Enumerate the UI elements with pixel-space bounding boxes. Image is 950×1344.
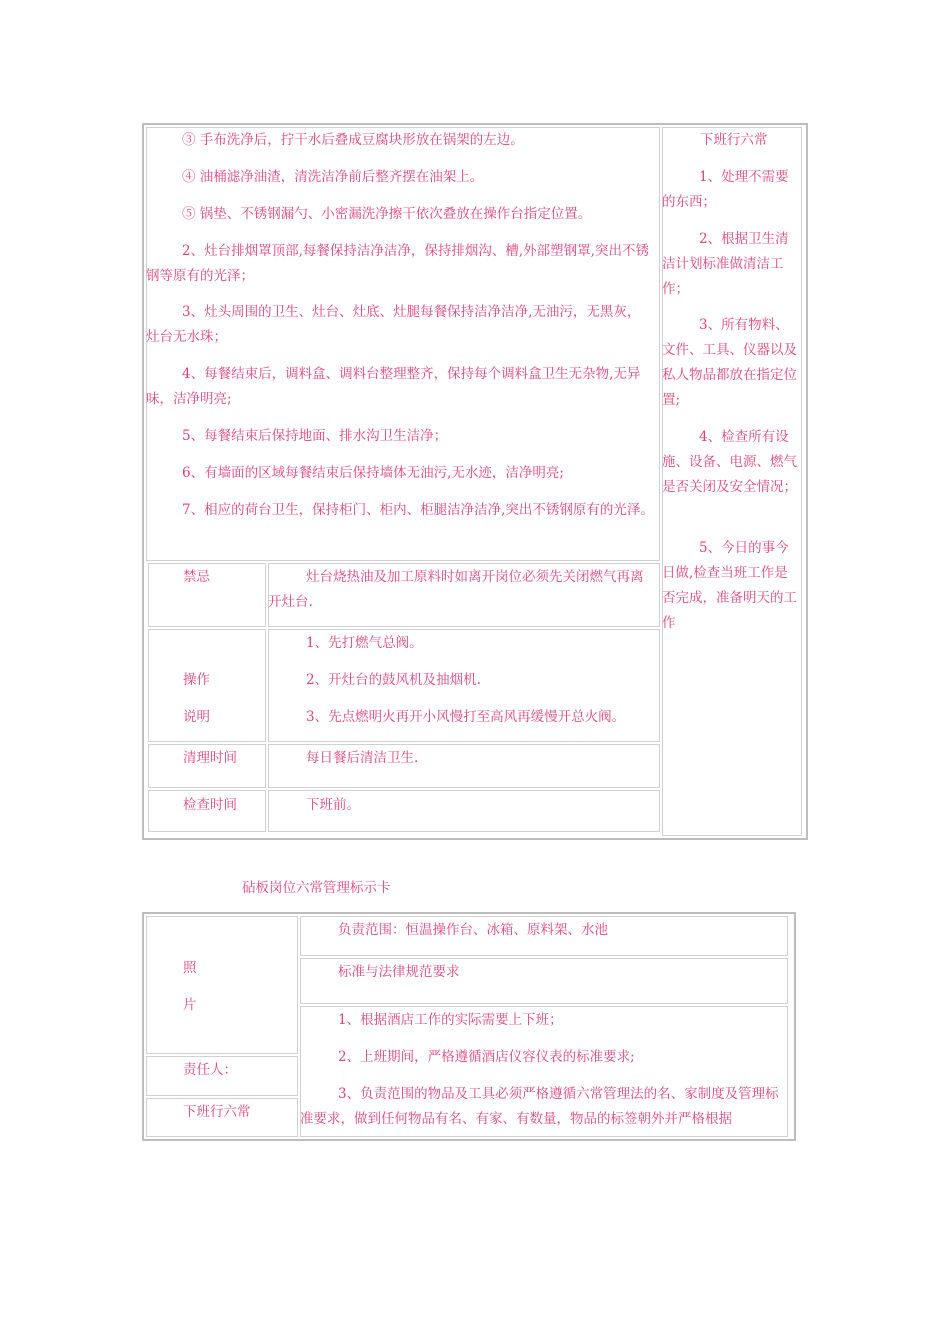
photo-label-2: 片 (183, 997, 197, 1013)
card2-heading: 砧板岗位六常管理标示卡 (242, 880, 391, 896)
photo-label-1: 照 (183, 960, 197, 976)
side-item-4: 4、检查所有设施、设备、电源、燃气是否关闭及安全情况； (662, 429, 797, 495)
standard-title: 标准与法律规范要求 (338, 964, 460, 980)
side-item-1: 1、处理不需要的东西； (662, 169, 789, 210)
taboo-text: 灶台烧热油及加工原料时如离开岗位必须先关闭燃气再离开灶台. (268, 569, 644, 610)
para-6: 4、每餐结束后，调料盒、调料台整理整齐，保持每个调料盒卫生无杂物,无异味，洁净明亮; (146, 366, 641, 407)
requirement-3: 3、负责范围的物品及工具必须严格遵循六常管理法的名、家制度及管理标准要求，做到任何物品有名、有家、有数量，物品的标签朝外并严格根据 (300, 1086, 779, 1127)
check-time-text: 下班前。 (306, 797, 360, 813)
clean-time-text: 每日餐后清洁卫生. (306, 750, 419, 766)
para-7: 5、每餐结束后保持地面、排水沟卫生洁净； (182, 428, 448, 444)
clean-time-label: 清理时间 (183, 750, 237, 766)
operation-step-3: 3、先点燃明火再开小风慢打至高风再缓慢开总火阀。 (306, 709, 626, 725)
para-5: 3、灶头周围的卫生、灶台、灶底、灶腿每餐保持洁净洁净,无油污，无黑灰，灶台无水珠； (146, 304, 641, 345)
scope-text: 负责范围：恒温操作台、冰箱、原料架、水池 (338, 922, 608, 938)
requirement-2: 2、上班期间，严格遵循酒店仪容仪表的标准要求; (338, 1049, 635, 1065)
side-item-3: 3、所有物料、文件、工具、仪器以及私人物品都放在指定位置; (662, 317, 797, 408)
para-9: 7、相应的荷台卫生，保持柜门、柜内、柜腿洁净洁净,突出不锈钢原有的光泽。 (182, 502, 654, 518)
para-3: ⑤ 锅垫、不锈钢漏勺、小密漏洗净擦干依次叠放在操作台指定位置。 (182, 206, 592, 222)
operation-label-1: 操作 (183, 672, 210, 688)
operation-step-2: 2、开灶台的鼓风机及抽烟机. (306, 672, 481, 688)
taboo-label: 禁忌 (183, 569, 210, 585)
photo-cell (146, 916, 298, 1054)
side-item-2: 2、根据卫生清洁计划标准做清洁工作； (662, 231, 789, 297)
side-item-5: 5、今日的事今日做,检查当班工作是否完成，准备明天的工作 (662, 540, 797, 631)
requirement-1: 1、根据酒店工作的实际需要上下班； (338, 1012, 563, 1028)
operation-label-2: 说明 (183, 709, 210, 725)
offduty-label: 下班行六常 (183, 1104, 251, 1120)
responsible-label: 责任人： (183, 1062, 237, 1078)
para-1: ③ 手布洗净后，拧干水后叠成豆腐块形放在锅架的左边。 (182, 132, 524, 148)
para-4: 2、灶台排烟罩顶部,每餐保持洁净洁净，保持排烟沟、槽,外部塑钢罩,突出不锈钢等原有的光泽； (146, 243, 649, 284)
para-2: ④ 油桶滤净油渣，清洗洁净前后整齐摆在油架上。 (182, 169, 484, 185)
check-time-label: 检查时间 (183, 797, 237, 813)
side-title: 下班行六常 (700, 132, 768, 148)
operation-step-1: 1、先打燃气总阀。 (306, 635, 423, 651)
para-8: 6、有墙面的区域每餐结束后保持墙体无油污,无水迹，洁净明亮; (182, 465, 564, 481)
